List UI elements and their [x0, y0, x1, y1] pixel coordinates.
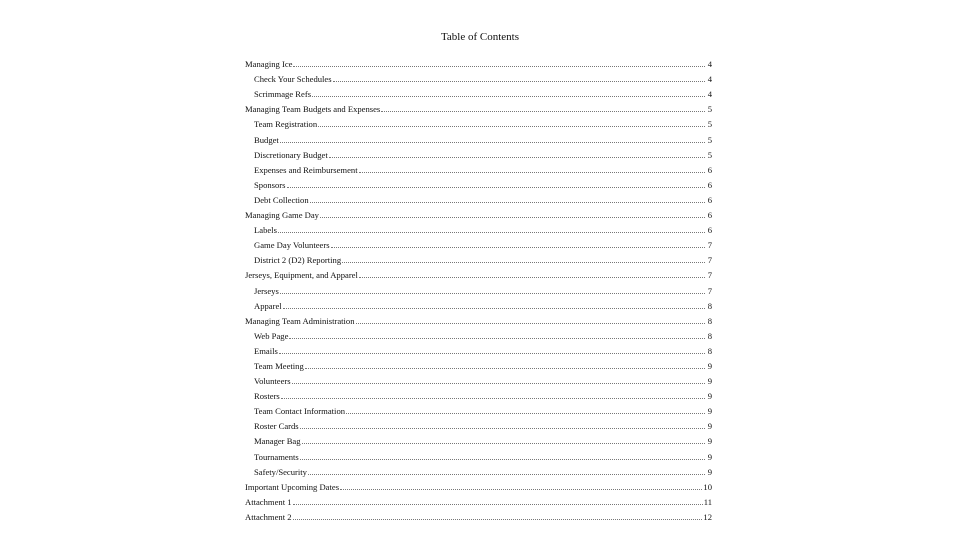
toc-entry-page-number: 6 — [707, 210, 712, 221]
toc-entry[interactable] — [245, 190, 712, 205]
toc-entry[interactable] — [245, 250, 712, 265]
toc-entry[interactable] — [245, 401, 712, 416]
toc-entry[interactable] — [245, 446, 712, 461]
toc-entry-page-number: 8 — [707, 300, 712, 311]
toc-entry[interactable] — [245, 311, 712, 326]
toc-entry-title: Managing Team Budgets and Expenses — [245, 104, 381, 115]
toc-entry-title: Game Day Volunteers — [254, 240, 330, 251]
toc-entry[interactable] — [245, 416, 712, 431]
dot-leader — [302, 443, 705, 444]
toc-entry-title: Check Your Schedules — [254, 74, 332, 85]
toc-entry-page-number: 7 — [707, 240, 712, 251]
toc-entry-title: Manager Bag — [254, 436, 301, 447]
toc-entry-page-number: 4 — [707, 89, 712, 100]
dot-leader — [289, 338, 705, 339]
toc-entry[interactable] — [245, 114, 712, 129]
toc-entry-title: Managing Team Administration — [245, 315, 355, 326]
toc-entry-title: Volunteers — [254, 376, 291, 387]
toc-entry-page-number: 7 — [707, 285, 712, 296]
toc-entry-page-number: 6 — [707, 225, 712, 236]
toc-entry-title: Managing Ice — [245, 59, 293, 70]
dot-leader — [320, 217, 705, 218]
toc-entry-title: Tournaments — [254, 451, 299, 462]
toc-entry-title: Expenses and Reimbursement — [254, 164, 358, 175]
toc-entry-title: Team Contact Information — [254, 406, 346, 417]
dot-leader — [342, 262, 705, 263]
toc-entry[interactable] — [245, 341, 712, 356]
toc-entry-page-number: 5 — [707, 104, 712, 115]
dot-leader — [287, 187, 705, 188]
toc-entry[interactable] — [245, 205, 712, 220]
toc-entry-page-number: 8 — [707, 345, 712, 356]
toc-entry-page-number: 6 — [707, 194, 712, 205]
toc-entry-page-number: 4 — [707, 59, 712, 70]
toc-entry[interactable] — [245, 477, 712, 492]
toc-entry[interactable] — [245, 462, 712, 477]
toc-entry-page-number: 10 — [703, 481, 712, 492]
dot-leader — [346, 413, 705, 414]
toc-entry-title: Team Registration — [254, 119, 318, 130]
dot-leader — [318, 126, 705, 127]
toc-entry[interactable] — [245, 54, 712, 69]
toc-entry-title: Apparel — [254, 300, 282, 311]
dot-leader — [310, 202, 705, 203]
toc-entry-page-number: 5 — [707, 119, 712, 130]
toc-list — [245, 54, 712, 522]
toc-entry-page-number: 12 — [703, 511, 712, 522]
toc-entry-title: Roster Cards — [254, 421, 299, 432]
toc-entry-page-number: 9 — [707, 451, 712, 462]
dot-leader — [333, 81, 705, 82]
toc-entry-title: Important Upcoming Dates — [245, 481, 340, 492]
toc-entry-title: Web Page — [254, 330, 289, 341]
dot-leader — [292, 383, 705, 384]
dot-leader — [300, 459, 705, 460]
toc-entry-title: Rosters — [254, 391, 280, 402]
dot-leader — [305, 368, 705, 369]
toc-entry-title: Jerseys, Equipment, and Apparel — [245, 270, 358, 281]
dot-leader — [329, 157, 705, 158]
toc-entry-page-number: 9 — [707, 391, 712, 402]
dot-leader — [293, 504, 703, 505]
toc-entry[interactable] — [245, 431, 712, 446]
toc-entry-title: Sponsors — [254, 179, 286, 190]
toc-entry-page-number: 9 — [707, 360, 712, 371]
toc-entry[interactable] — [245, 220, 712, 235]
toc-entry-page-number: 8 — [707, 330, 712, 341]
dot-leader — [293, 66, 705, 67]
dot-leader — [331, 247, 705, 248]
dot-leader — [283, 308, 705, 309]
toc-entry-title: Team Meeting — [254, 360, 304, 371]
toc-entry[interactable] — [245, 99, 712, 114]
toc-entry-page-number: 4 — [707, 74, 712, 85]
toc-entry-title: Managing Game Day — [245, 210, 319, 221]
toc-entry[interactable] — [245, 129, 712, 144]
toc-entry-page-number: 9 — [707, 436, 712, 447]
dot-leader — [356, 323, 705, 324]
toc-entry-page-number: 8 — [707, 315, 712, 326]
dot-leader — [293, 519, 703, 520]
toc-entry[interactable] — [245, 371, 712, 386]
toc-entry-title: Discretionary Budget — [254, 149, 328, 160]
toc-entry[interactable] — [245, 265, 712, 280]
dot-leader — [308, 474, 705, 475]
dot-leader — [340, 489, 702, 490]
toc-entry[interactable] — [245, 145, 712, 160]
toc-entry[interactable] — [245, 69, 712, 84]
toc-entry-title: Emails — [254, 345, 278, 356]
dot-leader — [381, 111, 705, 112]
toc-entry[interactable] — [245, 235, 712, 250]
toc-entry-page-number: 6 — [707, 164, 712, 175]
toc-entry-page-number: 7 — [707, 255, 712, 266]
toc-entry-title: Budget — [254, 134, 279, 145]
toc-entry-title: Scrimmage Refs — [254, 89, 312, 100]
toc-entry[interactable] — [245, 507, 712, 522]
toc-entry-page-number: 5 — [707, 149, 712, 160]
toc-entry[interactable] — [245, 280, 712, 295]
toc-entry-title: Debt Collection — [254, 194, 309, 205]
toc-entry-title: District 2 (D2) Reporting — [254, 255, 342, 266]
toc-entry[interactable] — [245, 356, 712, 371]
dot-leader — [278, 232, 705, 233]
toc-entry[interactable] — [245, 296, 712, 311]
toc-entry-page-number: 9 — [707, 421, 712, 432]
toc-entry-title: Safety/Security — [254, 466, 307, 477]
toc-entry-title: Attachment 2 — [245, 511, 292, 522]
toc-entry[interactable] — [245, 386, 712, 401]
toc-entry-page-number: 11 — [703, 496, 712, 507]
toc-entry[interactable] — [245, 492, 712, 507]
toc-entry-page-number: 9 — [707, 406, 712, 417]
dot-leader — [280, 293, 705, 294]
toc-entry-page-number: 6 — [707, 179, 712, 190]
toc-entry-title: Jerseys — [254, 285, 279, 296]
toc-entry-page-number: 5 — [707, 134, 712, 145]
dot-leader — [300, 428, 705, 429]
toc-entry-page-number: 7 — [707, 270, 712, 281]
toc-entry[interactable] — [245, 160, 712, 175]
page-title: Table of Contents — [440, 31, 520, 43]
dot-leader — [279, 353, 705, 354]
dot-leader — [281, 398, 705, 399]
dot-leader — [312, 96, 705, 97]
toc-entry[interactable] — [245, 84, 712, 99]
toc-entry-page-number: 9 — [707, 376, 712, 387]
toc-entry-title: Labels — [254, 225, 277, 236]
toc-entry[interactable] — [245, 175, 712, 190]
toc-entry[interactable] — [245, 326, 712, 341]
toc-entry-title: Attachment 1 — [245, 496, 292, 507]
dot-leader — [359, 172, 705, 173]
dot-leader — [280, 142, 705, 143]
dot-leader — [359, 277, 705, 278]
toc-entry-page-number: 9 — [707, 466, 712, 477]
